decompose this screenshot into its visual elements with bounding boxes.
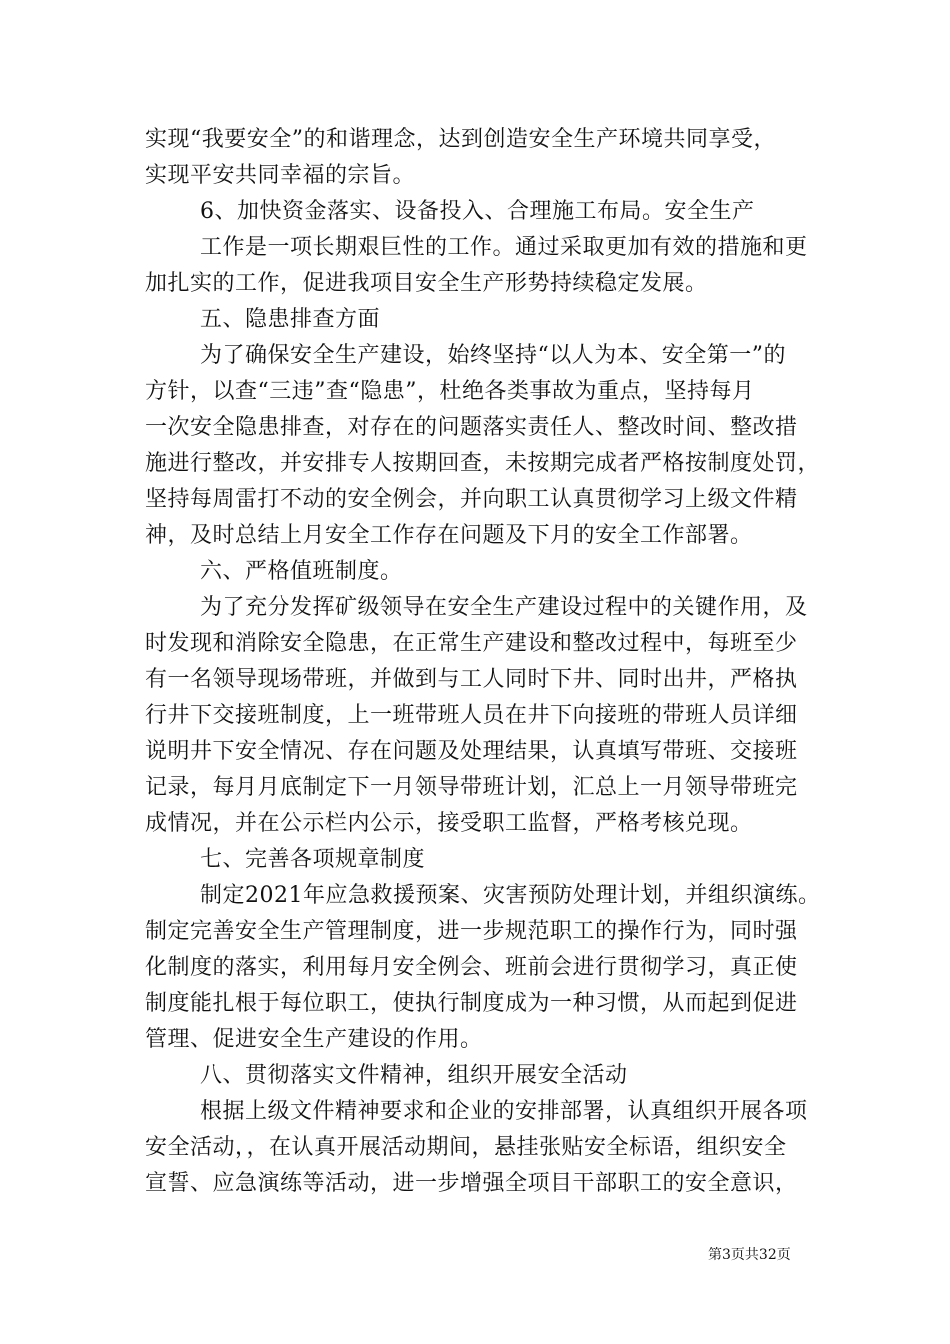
- text-line-18: 说明井下安全情况、存在问题及处理结果，认真填写带班、交接班: [145, 739, 798, 764]
- text-line-1: 实现“我要安全”的和谐理念，达到创造安全生产环境共同享受，: [145, 127, 776, 152]
- text-line-12: 神，及时总结上月安全工作存在问题及下月的安全工作部署。: [145, 523, 753, 548]
- text-line-2: 实现平安共同幸福的宗旨。: [145, 163, 416, 188]
- text-line-29: 安全活动，，在认真开展活动期间，悬挂张贴安全标语，组织安全: [145, 1135, 787, 1160]
- text-line-15: 时发现和消除安全隐患，在正常生产建设和整改过程中，每班至少: [145, 631, 798, 656]
- text-line-14: 为了充分发挥矿级领导在安全生产建设过程中的关键作用，及: [200, 595, 808, 620]
- text-line-4: 工作是一项长期艰巨性的工作。通过采取更加有效的措施和更: [200, 235, 808, 260]
- text-line-20: 成情况，并在公示栏内公示，接受职工监督，严格考核兑现。: [145, 811, 753, 836]
- text-line-19: 记录，每月月底制定下一月领导带班计划，汇总上一月领导带班完: [145, 775, 798, 800]
- text-line-17: 行井下交接班制度，上一班带班人员在井下向接班的带班人员详细: [145, 703, 798, 728]
- text-line-9: 一次安全隐患排查，对存在的问题落实责任人、整改时间、整改措: [145, 415, 798, 440]
- text-line-7: 为了确保安全生产建设，始终坚持“以人为本、安全第一”的: [200, 343, 786, 368]
- section-heading-5: 五、隐患排查方面: [200, 307, 381, 332]
- section-heading-8: 八、贯彻落实文件精神，组织开展安全活动: [200, 1063, 628, 1088]
- page-number: 第3页共32页: [708, 1247, 791, 1263]
- section-heading-6: 六、严格值班制度。: [200, 559, 403, 584]
- text-line-16: 有一名领导现场带班，并做到与工人同时下井、同时出井，严格执: [145, 667, 798, 692]
- text-line-3: 6、加快资金落实、设备投入、合理施工布局。安全生产: [200, 199, 755, 224]
- text-line-23: 制定完善安全生产管理制度，进一步规范职工的操作行为，同时强: [145, 919, 798, 944]
- text-line-24: 化制度的落实，利用每月安全例会、班前会进行贯彻学习，真正使: [145, 955, 798, 980]
- text-line-8: 方针，以查“三违”查“隐患”，杜绝各类事故为重点，坚持每月: [145, 379, 755, 404]
- text-line-5: 加扎实的工作，促进我项目安全生产形势持续稳定发展。: [145, 271, 708, 296]
- section-heading-7: 七、完善各项规章制度: [200, 847, 426, 872]
- text-line-26: 管理、促进安全生产建设的作用。: [145, 1027, 483, 1052]
- text-line-22: 制定2021年应急救援预案、灾害预防处理计划，并组织演练。: [200, 883, 821, 908]
- text-line-10: 施进行整改，并安排专人按期回查，未按期完成者严格按制度处罚，: [145, 451, 821, 476]
- text-line-11: 坚持每周雷打不动的安全例会，并向职工认真贯彻学习上级文件精: [145, 487, 798, 512]
- text-line-30: 宣誓、应急演练等活动，进一步增强全项目干部职工的安全意识，: [145, 1171, 798, 1196]
- text-line-28: 根据上级文件精神要求和企业的安排部署，认真组织开展各项: [200, 1099, 808, 1124]
- text-line-25: 制度能扎根于每位职工，使执行制度成为一种习惯，从而起到促进: [145, 991, 798, 1016]
